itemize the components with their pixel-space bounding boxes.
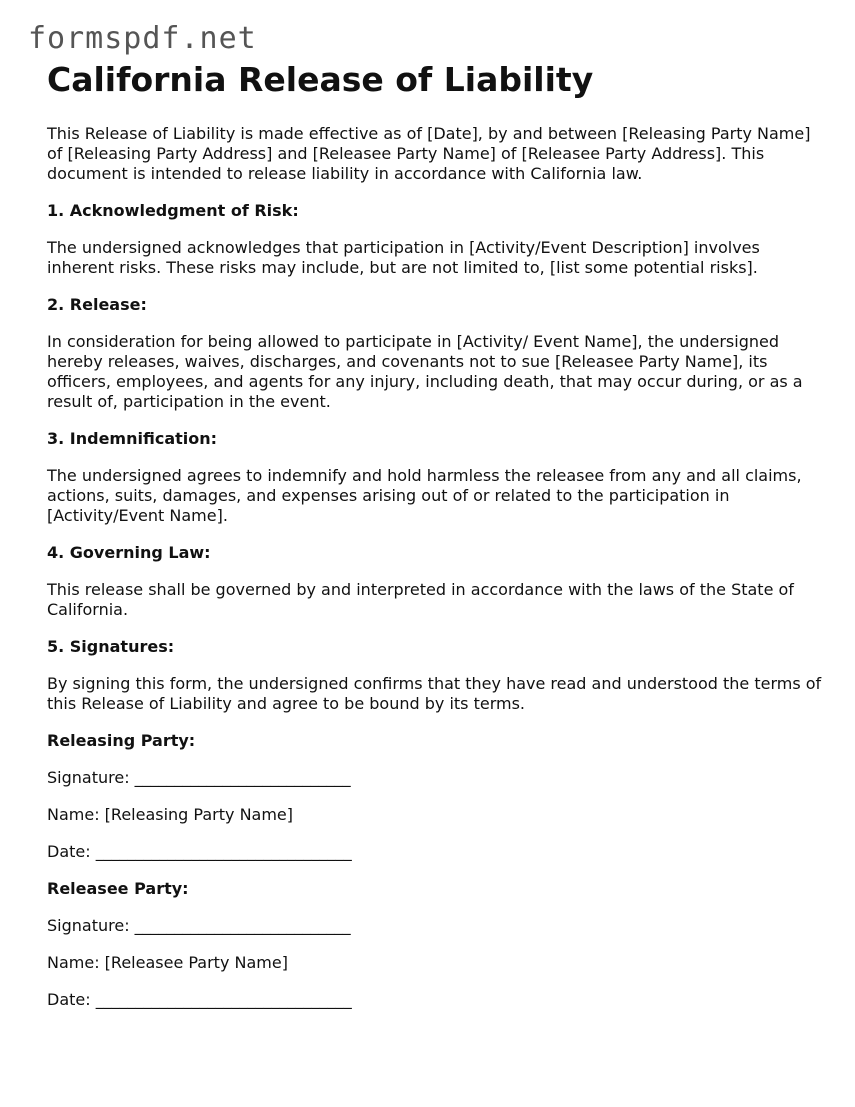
releasing-party-name-line[interactable]: Name: [Releasing Party Name] xyxy=(47,805,294,824)
document-title: California Release of Liability xyxy=(47,60,594,99)
section-heading-indemnification: 3. Indemnification: xyxy=(47,429,218,448)
section-body-indemnification: The undersigned agrees to indemnify and hold harmless the releasee from any and all claims, actions, suits, damages, and expenses arising out of or related to the participation in [Activity/Event Name]. xyxy=(47,466,802,525)
section-heading-governing-law: 4. Governing Law: xyxy=(47,543,211,562)
section-heading-risk: 1. Acknowledgment of Risk: xyxy=(47,201,299,220)
releasee-party-heading: Releasee Party: xyxy=(47,879,189,898)
releasee-party-name-line[interactable]: Name: [Releasee Party Name] xyxy=(47,953,288,972)
document-page xyxy=(47,58,827,1027)
section-heading-release: 2. Release: xyxy=(47,295,147,314)
releasing-party-date-line[interactable]: Date: ________________________________ xyxy=(47,842,352,861)
section-body-governing-law: This release shall be governed by and interpreted in accordance with the laws of the State of California. xyxy=(47,580,794,619)
releasee-party-date-line[interactable]: Date: ________________________________ xyxy=(47,990,352,1009)
section-body-risk: The undersigned acknowledges that participation in [Activity/Event Description] involves inherent risks. These risks may include, but are not limited to, [list some potential risks]. xyxy=(47,238,760,277)
releasing-party-heading: Releasing Party: xyxy=(47,731,196,750)
section-heading-signatures: 5. Signatures: xyxy=(47,637,175,656)
section-body-signatures: By signing this form, the undersigned confirms that they have read and understood the terms of this Release of Liability and agree to be bound by its terms. xyxy=(47,674,822,713)
releasing-party-signature-line[interactable]: Signature: ___________________________ xyxy=(47,768,351,787)
releasee-party-signature-line[interactable]: Signature: ___________________________ xyxy=(47,916,351,935)
intro-paragraph: This Release of Liability is made effective as of [Date], by and between [Releasing Party Name] of [Releasing Party Address] and [Releasee Party Name] of [Releasee Party Address]. This document is intended to release liability in accordance with California law. xyxy=(47,124,811,183)
watermark-logo: formspdf.net xyxy=(28,21,257,56)
section-body-release: In consideration for being allowed to participate in [Activity/ Event Name], the undersigned hereby releases, waives, discharges, and covenants not to sue [Releasee Party Name], its officers, employees, and agents for any injury, including death, that may occur during, or as a result of, participation in the event. xyxy=(47,332,803,411)
